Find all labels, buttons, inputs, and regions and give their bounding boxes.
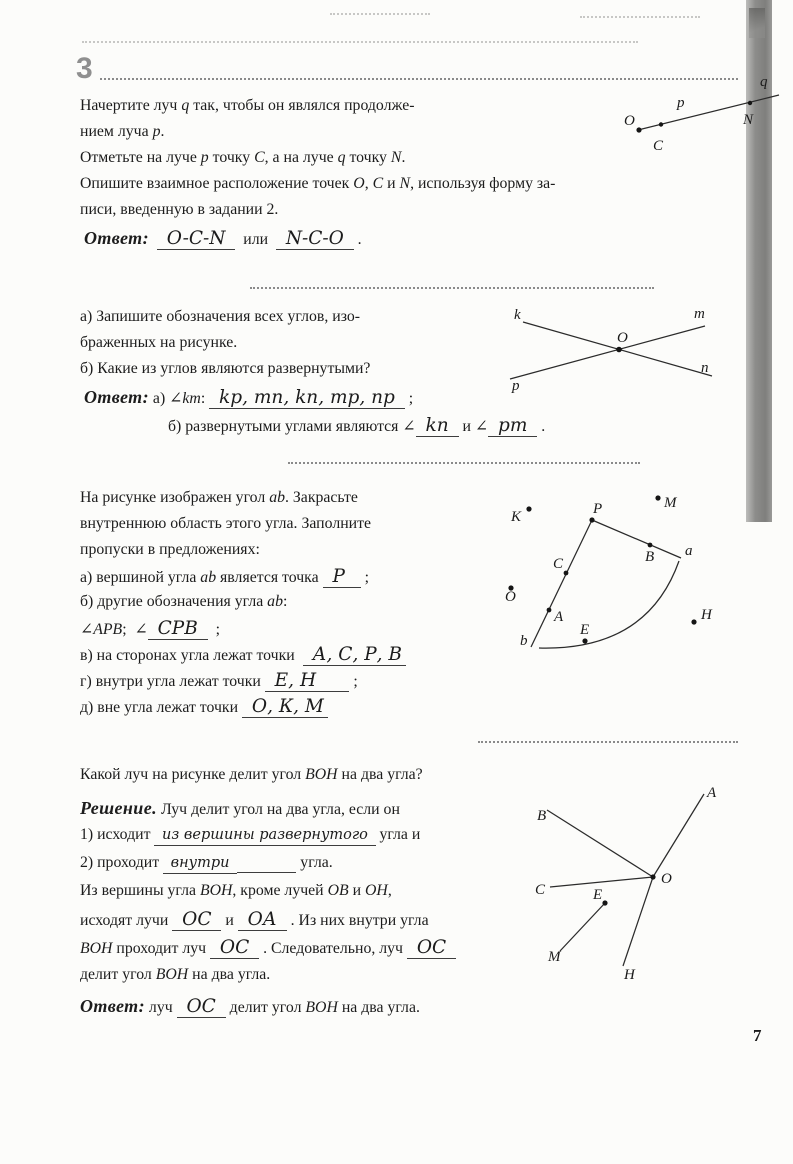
handwritten-answer: O-C-N [157, 229, 235, 250]
text-segment: APB [93, 621, 123, 638]
text-segment: ; [349, 673, 358, 690]
text-segment: 1) исходит [80, 826, 155, 843]
task5-line [80, 619, 406, 645]
text-segment: так, чтобы он являлся продолже- [189, 97, 415, 114]
point-N-label: N [743, 112, 754, 128]
handwritten-answer: из вершины развернутого [154, 828, 375, 846]
point-O-label: O [624, 113, 635, 129]
point-C-label: C [535, 882, 546, 898]
text-segment: является точка [216, 569, 323, 586]
task5-line [80, 489, 406, 515]
text-segment: Какой луч на рисунке делит угол [80, 766, 306, 783]
dotted-rule [478, 741, 738, 743]
dotted-rule [250, 287, 654, 289]
handwritten-answer: ОА [238, 910, 287, 931]
diagram-task5-angle-ab [495, 485, 730, 670]
text-segment: браженных на рисунке. [80, 334, 238, 351]
point-B-dot [648, 543, 653, 548]
point-K-label: K [511, 509, 522, 525]
ray-p-label: p [512, 378, 520, 394]
diagram-task3-ray [598, 68, 793, 168]
point-O-label: O [617, 330, 628, 346]
side-b-label: b [520, 633, 528, 649]
task6-line [80, 882, 456, 910]
text-segment: ab [200, 569, 217, 586]
task4-line [80, 360, 370, 386]
text-segment: Решение. [80, 798, 158, 818]
text-segment: . [353, 231, 362, 248]
text-segment: Ответ: [84, 387, 149, 407]
text-segment: внутреннюю область этого угла. Заполните [80, 515, 372, 532]
text-segment: Ответ: [80, 996, 145, 1016]
task3-line [80, 123, 555, 149]
text-segment: и [221, 912, 238, 929]
text-segment: Из вершины угла [80, 882, 200, 899]
side-a-line [592, 520, 681, 558]
point-E-label: E [593, 887, 603, 903]
point-O-label: O [505, 589, 516, 605]
text-segment: на два угла. [188, 966, 271, 983]
point-B-label: B [537, 808, 547, 824]
task5-line [80, 645, 406, 671]
text-segment: N [399, 175, 411, 192]
handwritten-answer: ОС [407, 938, 456, 959]
text-segment: ∠ [80, 621, 94, 638]
point-O-dot [650, 874, 655, 879]
point-N-dot [748, 101, 752, 105]
ray-OC-line [550, 877, 653, 887]
task3-answer [84, 228, 362, 250]
task5-line [80, 593, 406, 619]
task5-line [80, 567, 406, 593]
task6-line [80, 966, 456, 994]
diagram-task6-rays [520, 783, 793, 998]
point-C-dot [659, 122, 663, 126]
point-M-label: M [548, 949, 561, 965]
handwritten-answer: kp, mn, kn, mp, np [209, 388, 405, 409]
page-number: 7 [753, 1026, 762, 1045]
handwritten-answer: внутри [163, 856, 237, 874]
text-segment: а) ∠ [148, 390, 183, 407]
text-segment: ; [404, 390, 414, 407]
text-segment: и ∠ [458, 418, 489, 435]
angle-arc [539, 561, 679, 648]
task5-line [80, 515, 406, 541]
ray-q-label: q [760, 74, 768, 90]
ray-OA-line [653, 794, 704, 877]
text-segment: б) развернутыми углами являются ∠ [168, 418, 416, 435]
text-segment: ab [267, 593, 283, 610]
scan-noise-line [82, 41, 638, 43]
ray-k-label: k [514, 307, 521, 323]
scan-noise-line [580, 16, 700, 18]
text-segment: ; [360, 569, 370, 586]
point-C-label: C [553, 556, 564, 572]
text-segment: Начертите луч [80, 97, 182, 114]
text-segment: N [390, 149, 402, 166]
point-A-label: A [554, 609, 564, 625]
text-segment: Опишите взаимное расположение точек [80, 175, 354, 192]
task5-text [80, 489, 406, 723]
task4-text [80, 308, 370, 386]
task6-line [80, 798, 456, 826]
task6-line [80, 910, 456, 938]
task5-line [80, 671, 406, 697]
task-number: 3 [76, 52, 93, 85]
text-segment: ab [269, 489, 285, 506]
task6-text [80, 766, 456, 1024]
scan-noise-line [330, 13, 430, 15]
text-segment: проходит луч [112, 940, 211, 957]
point-E-dot [582, 638, 587, 643]
text-segment: ; [207, 621, 220, 638]
point-O-dot [636, 127, 641, 132]
point-H-dot [691, 619, 696, 624]
text-segment: BOH [80, 940, 113, 957]
point-B-label: B [645, 549, 655, 565]
ray-n-label: n [701, 360, 709, 376]
segment-ME-line [560, 903, 605, 951]
task3-text [80, 97, 555, 227]
point-E-dot [602, 900, 607, 905]
task4-answer-a [84, 387, 413, 409]
text-segment: . Закрасьте [285, 489, 358, 506]
point-H-label: H [701, 607, 712, 623]
text-segment: Луч делит угол на два угла, если он [157, 801, 400, 818]
text-segment: Ответ: [84, 228, 149, 248]
line-p-m [510, 326, 705, 379]
point-A-label: A [707, 785, 717, 801]
dotted-rule [288, 462, 640, 464]
text-segment: делит угол [225, 999, 306, 1016]
text-segment [149, 231, 157, 248]
ray-OH-line [623, 877, 653, 966]
text-segment: угла. [296, 854, 333, 871]
text-segment: а) вершиной угла [80, 569, 201, 586]
ray-m-label: m [694, 306, 705, 322]
handwritten-answer: ОС [172, 910, 221, 931]
point-M-dot [655, 495, 660, 500]
text-segment: в) на сторонах угла лежат точки [80, 647, 303, 664]
text-segment: . Из них внутри угла [286, 912, 429, 929]
text-segment: , [387, 882, 392, 899]
answer-blank [237, 855, 296, 873]
text-segment: C [254, 149, 265, 166]
task3-line [80, 201, 555, 227]
text-segment: , а на луче [264, 149, 338, 166]
side-a-label: a [685, 543, 693, 559]
task4-line [80, 334, 370, 360]
text-segment: или [235, 231, 276, 248]
diagram-task4-angles [505, 300, 720, 400]
text-segment: делит угол [80, 966, 156, 983]
text-segment: на два угла. [337, 999, 420, 1016]
text-segment: На рисунке изображен угол [80, 489, 270, 506]
handwritten-answer: ОС [210, 938, 259, 959]
point-O-label: O [661, 871, 672, 887]
text-segment: O [353, 175, 365, 192]
text-segment: : [200, 390, 210, 407]
task3-line [80, 175, 555, 201]
point-K-dot [526, 506, 531, 511]
point-E-label: E [580, 622, 590, 638]
text-segment: ; ∠ [122, 621, 148, 638]
task4-answer-b [168, 416, 545, 437]
text-segment: . [160, 123, 165, 140]
text-segment: а) Запишите обозначения всех углов, изо- [80, 308, 361, 325]
point-M-label: M [664, 495, 677, 511]
point-P-dot [589, 517, 594, 522]
text-segment: г) внутри угла лежат точки [80, 673, 265, 690]
text-segment: Отметьте на луче [80, 149, 201, 166]
point-A-dot [547, 608, 552, 613]
text-segment: и [383, 175, 400, 192]
text-segment: BOH [155, 966, 189, 983]
task5-line [80, 697, 406, 723]
handwritten-answer: СРВ [148, 619, 208, 640]
text-segment: луч [144, 999, 177, 1016]
ray-p-label: p [677, 95, 685, 111]
text-segment: б) другие обозначения угла [80, 593, 268, 610]
task3-line [80, 149, 555, 175]
text-segment: пропуски в предложениях: [80, 541, 260, 558]
text-segment: p [152, 123, 161, 140]
text-segment: OH [365, 882, 388, 899]
text-segment: точку [208, 149, 255, 166]
task5-line [80, 541, 406, 567]
text-segment: б) Какие из углов являются развернутыми? [80, 360, 371, 377]
point-P-label: P [593, 501, 603, 517]
text-segment: OB [327, 882, 349, 899]
scan-smudge [749, 8, 765, 38]
text-segment: д) вне угла лежат точки [80, 699, 243, 716]
ray-OB-line [547, 810, 653, 877]
text-segment: BOH [305, 766, 338, 783]
task6-answer [80, 996, 456, 1024]
text-segment: . [401, 149, 406, 166]
point-O-dot [616, 347, 622, 353]
text-segment: нием луча [80, 123, 153, 140]
text-segment: km [182, 390, 201, 407]
text-segment: 2) проходит [80, 854, 164, 871]
text-segment: исходят лучи [80, 912, 173, 929]
text-segment: q [181, 97, 190, 114]
handwritten-answer: Р [323, 567, 361, 588]
text-segment: p [200, 149, 209, 166]
task6-line [80, 938, 456, 966]
text-segment: на два угла? [337, 766, 423, 783]
text-segment: , используя форму за- [410, 175, 556, 192]
task6-line [80, 826, 456, 854]
text-segment: BOH [305, 999, 338, 1016]
text-segment: C [372, 175, 384, 192]
text-segment: угла и [375, 826, 421, 843]
text-segment: BOH [199, 882, 233, 899]
handwritten-answer: N-C-O [276, 229, 354, 250]
text-segment: и [348, 882, 365, 899]
point-C-dot [564, 571, 569, 576]
text-segment: . [537, 418, 546, 435]
handwritten-answer: А, С, Р, В [303, 645, 406, 666]
text-segment: , кроме лучей [232, 882, 328, 899]
point-H-label: H [624, 967, 635, 983]
task4-line [80, 308, 370, 334]
text-segment: : [282, 593, 288, 610]
handwritten-answer: pm [488, 416, 537, 437]
task6-line [80, 854, 456, 882]
text-segment: . Следовательно, луч [259, 940, 407, 957]
task3-line [80, 97, 555, 123]
handwritten-answer: kn [416, 416, 459, 437]
text-segment: q [337, 149, 346, 166]
handwritten-answer: ОС [177, 997, 226, 1018]
text-segment: , [364, 175, 373, 192]
point-C-label: C [653, 138, 664, 154]
text-segment: точку [345, 149, 391, 166]
text-segment: писи, введенную в задании 2. [80, 201, 279, 218]
handwritten-answer: Е, Н [265, 671, 350, 692]
handwritten-answer: О, К, М [242, 697, 328, 718]
task6-line [80, 766, 456, 798]
